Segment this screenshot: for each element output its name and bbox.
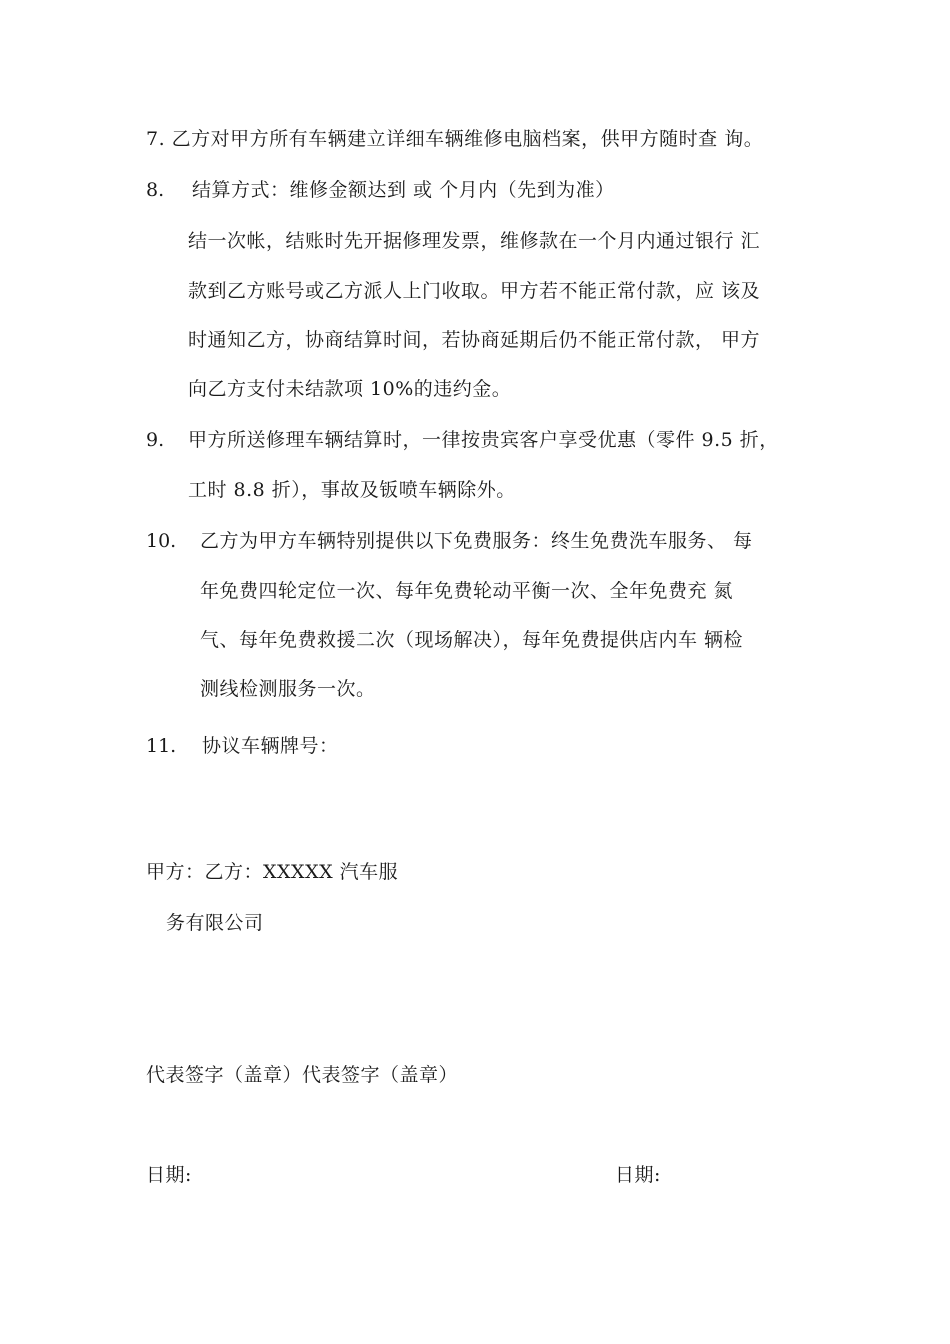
clause-10-line: 乙方为甲方车辆特别提供以下免费服务：终生免费洗车服务、 每 (200, 530, 753, 552)
clause-7: 7. 乙方对甲方所有车辆建立详细车辆维修电脑档案，供甲方随时查 询。 (146, 128, 764, 150)
clause-10-line: 测线检测服务一次。 (200, 678, 376, 700)
clause-8-line: 向乙方支付未结款项 10%的违约金。 (188, 378, 512, 400)
clause-9-number: 9. (146, 429, 165, 451)
date-left: 日期: (146, 1164, 192, 1186)
clause-8-number: 8. (146, 179, 165, 201)
clause-8-line: 结一次帐，结账时先开据修理发票，维修款在一个月内通过银行 汇 (188, 230, 761, 252)
date-right: 日期: (615, 1164, 661, 1186)
clause-9-line: 甲方所送修理车辆结算时，一律按贵宾客户享受优惠（零件 9.5 折， (188, 429, 779, 451)
clause-8-line: 款到乙方账号或乙方派人上门收取。甲方若不能正常付款，应 该及 (188, 280, 761, 302)
clause-10-number: 10. (146, 530, 177, 552)
clause-8-line: 时通知乙方，协商结算时间，若协商延期后仍不能正常付款， 甲方 (188, 329, 761, 351)
parties-line: 甲方：乙方：XXXXX 汽车服 (146, 861, 399, 883)
clause-10-line: 气、每年免费救援二次（现场解决），每年免费提供店内车 辆检 (200, 629, 744, 651)
clause-11-number: 11. (146, 735, 177, 757)
signature-line: 代表签字（盖章）代表签字（盖章） (146, 1064, 459, 1086)
parties-line: 务有限公司 (166, 912, 264, 934)
clause-9-line: 工时 8.8 折），事故及钣喷车辆除外。 (188, 479, 516, 501)
clause-10-line: 年免费四轮定位一次、每年免费轮动平衡一次、全年免费充 氮 (200, 580, 734, 602)
clause-8-line: 结算方式：维修金额达到 或 个月内（先到为准） (192, 179, 615, 201)
clause-11-text: 协议车辆牌号： (202, 735, 339, 757)
